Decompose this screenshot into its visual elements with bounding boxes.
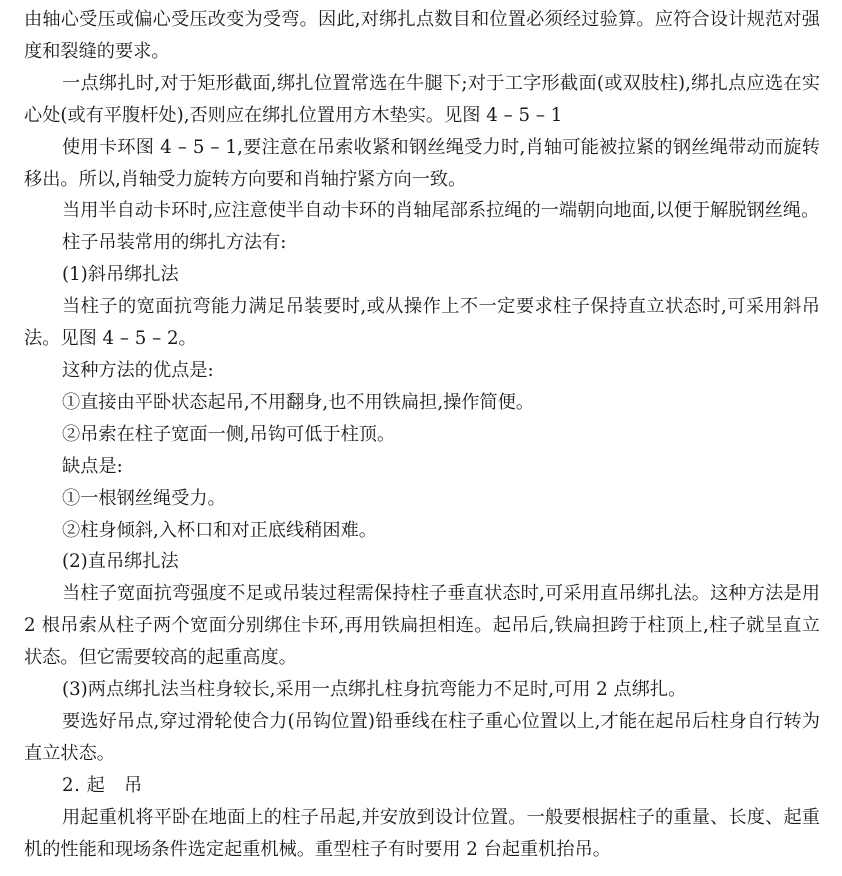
section-heading-lifting: 2. 起 吊 [62,774,143,796]
paragraph-lifting: 用起重机将平卧在地面上的柱子吊起,并安放到设计位置。一般要根据柱子的重量、长度、起重机的性能和现场条件选定起重机械。重型柱子有时要用 2 台起重机抬吊。 [24,806,820,860]
list-item-disadvantage-1: ①一根钢丝绳受力。 [62,487,226,509]
paragraph-semi-auto-shackle: 当用半自动卡环时,应注意使半自动卡环的肖轴尾部系拉绳的一端朝向地面,以便于解脱钢丝绳。 [62,200,820,222]
document-page [24,4,820,865]
paragraph-advantages-label: 这种方法的优点是: [62,359,214,381]
subheading-vertical-binding: (2)直吊绑扎法 [62,551,179,573]
paragraph-vertical-binding: 当柱子宽面抗弯强度不足或吊装过程需保持柱子垂直状态时,可采用直吊绑扎法。这种方法是用 2 根吊索从柱子两个宽面分别绑住卡环,再用铁扁担相连。起吊后,铁扁担跨于柱顶上,柱子就呈直立状态。但它需要较高的起重高度。 [24,583,820,669]
subheading-inclined-binding: (1)斜吊绑扎法 [62,264,179,286]
paragraph-single-point-binding: 一点绑扎时,对于矩形截面,绑扎位置常选在牛腿下;对于工字形截面(或双肢柱),绑扎点应选在实心处(或有平腹杆处),否则应在绑扎位置用方木垫实。见图 4 – 5 – 1 [24,72,820,126]
list-item-disadvantage-2: ②柱身倾斜,入杯口和对正底线稍困难。 [62,519,377,541]
paragraph-two-point-binding: (3)两点绑扎法当柱身较长,采用一点绑扎柱身抗弯能力不足时,可用 2 点绑扎。 [62,679,687,701]
list-item-advantage-1: ①直接由平卧状态起吊,不用翻身,也不用铁扁担,操作简便。 [62,391,535,413]
paragraph-shackle-usage: 使用卡环图 4 – 5 – 1,要注意在吊索收紧和钢丝绳受力时,肖轴可能被拉紧的钢丝绳带动而旋转移出。所以,肖轴受力旋转方向要和肖轴拧紧方向一致。 [24,136,820,190]
paragraph-binding-methods-intro: 柱子吊装常用的绑扎方法有: [62,232,287,254]
list-item-advantage-2: ②吊索在柱子宽面一侧,吊钩可低于柱顶。 [62,423,396,445]
paragraph-lifting-point: 要选好吊点,穿过滑轮使合力(吊钩位置)铅垂线在柱子重心位置以上,才能在起吊后柱身自行转为直立状态。 [24,710,820,764]
paragraph-continuation: 由轴心受压或偏心受压改变为受弯。因此,对绑扎点数目和位置必须经过验算。应符合设计规范对强度和裂缝的要求。 [24,9,820,62]
paragraph-disadvantages-label: 缺点是: [62,455,123,477]
paragraph-inclined-binding: 当柱子的宽面抗弯能力满足吊装要时,或从操作上不一定要求柱子保持直立状态时,可采用斜吊法。见图 4 – 5 – 2。 [24,296,820,350]
